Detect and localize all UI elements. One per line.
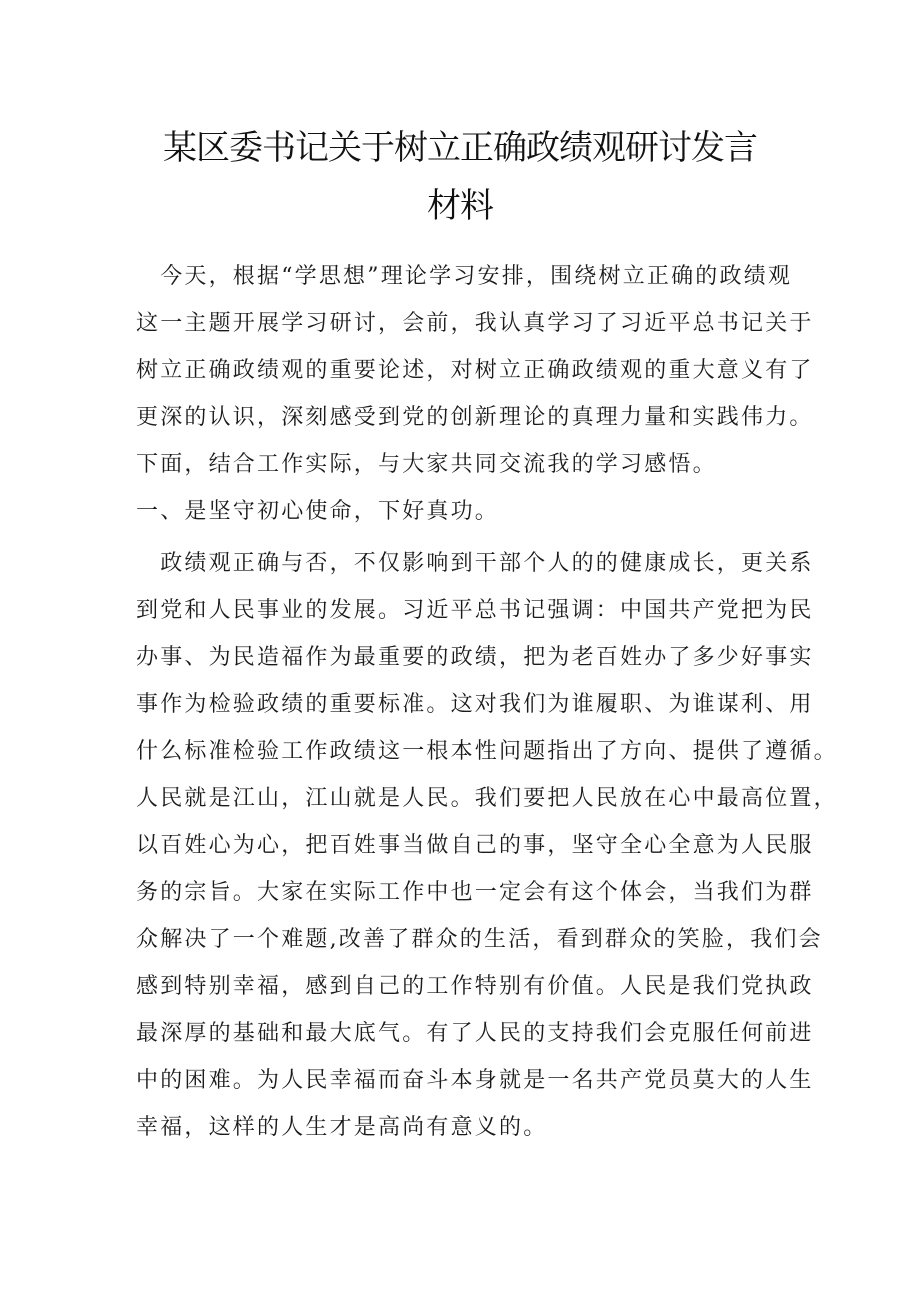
body-line: 这一主题开展学习研讨，会前，我认真学习了习近平总书记关于 <box>136 311 814 336</box>
section-heading: 一、是坚守初心使命，下好真功。 <box>136 499 500 524</box>
body-line: 感到特别幸福，感到自己的工作特别有价值。人民是我们党执政 <box>136 974 814 999</box>
body-line: 事作为检验政绩的重要标准。这对我们为谁履职、为谁谋利、用 <box>136 692 814 717</box>
body-line: 办事、为民造福作为最重要的政绩，把为老百姓办了多少好事实 <box>136 645 814 670</box>
body-line: 以百姓心为心，把百姓事当做自己的事，坚守全心全意为人民服 <box>136 833 814 858</box>
body-line: 到党和人民事业的发展。习近平总书记强调：中国共产党把为民 <box>136 598 814 623</box>
body-line: 下面，结合工作实际，与大家共同交流我的学习感悟。 <box>136 452 717 477</box>
document-title-line-1: 某区委书记关于树立正确政绩观研讨发言 <box>163 128 757 168</box>
body-line: 众解决了一个难题,改善了群众的生活，看到群众的笑脸，我们会 <box>136 927 823 952</box>
body-line: 树立正确政绩观的重要论述，对树立正确政绩观的重大意义有了 <box>136 358 814 383</box>
body-line: 政绩观正确与否，不仅影响到干部个人的的健康成长，更关系 <box>136 551 814 576</box>
document-title-line-2: 材料 <box>427 186 493 226</box>
body-line: 人民就是江山，江山就是人民。我们要把人民放在心中最高位置， <box>136 786 838 811</box>
body-line: 务的宗旨。大家在实际工作中也一定会有这个体会，当我们为群 <box>136 880 814 905</box>
body-line: 什么标准检验工作政绩这一根本性问题指出了方向、提供了遵循。 <box>136 739 838 764</box>
body-line: 中的困难。为人民幸福而奋斗本身就是一名共产党员莫大的人生 <box>136 1068 814 1093</box>
body-line: 今天，根据“学思想”理论学习安排，围绕树立正确的政绩观 <box>136 264 793 289</box>
body-line: 幸福，这样的人生才是高尚有意义的。 <box>136 1115 548 1140</box>
body-line: 最深厚的基础和最大底气。有了人民的支持我们会克服任何前进 <box>136 1021 814 1046</box>
body-line: 更深的认识，深刻感受到党的创新理论的真理力量和实践伟力。 <box>136 405 814 430</box>
